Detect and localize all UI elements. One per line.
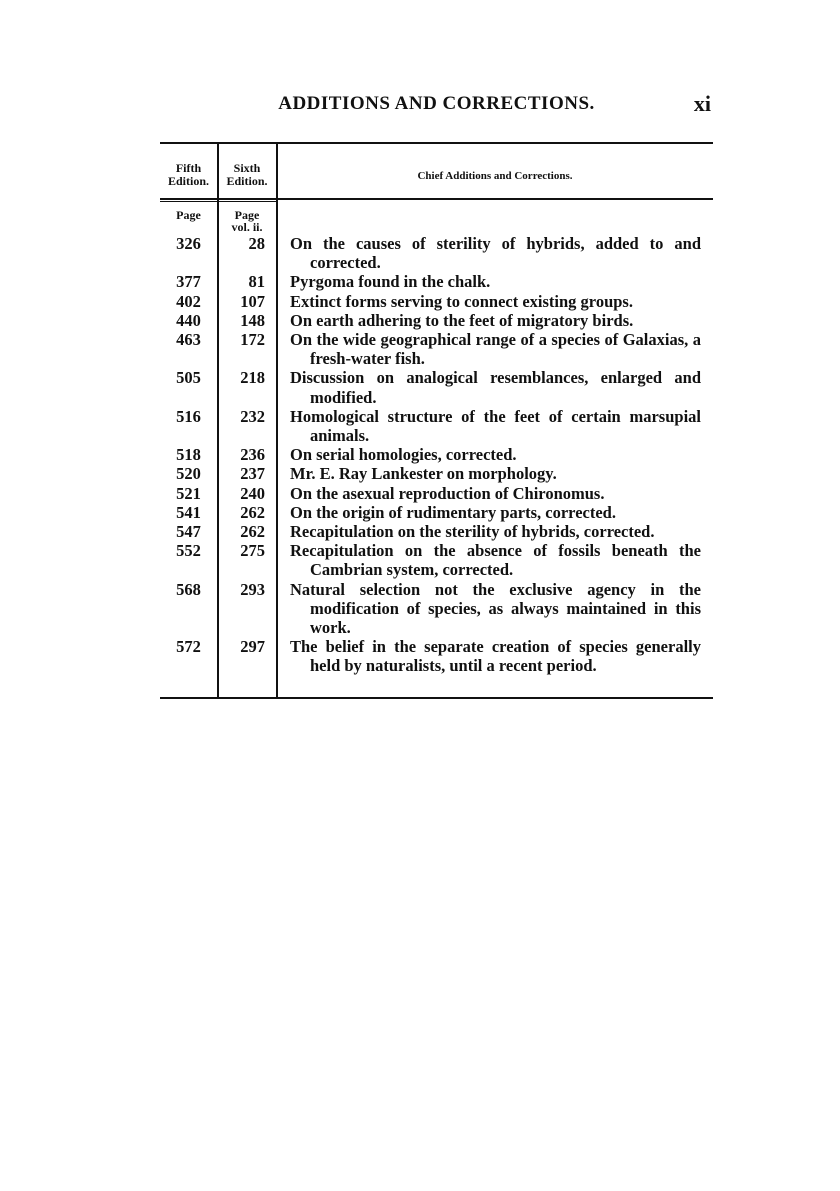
table-row	[160, 484, 720, 503]
correction-description: On the asexual reproduction of Chironomus.	[290, 483, 605, 503]
fifth-edition-page: 440	[176, 310, 201, 330]
col-sub-rule-2	[218, 201, 276, 202]
fifth-edition-page: 552	[176, 541, 201, 561]
table-row	[160, 311, 720, 330]
sixth-volume-subheader: vol. ii.	[231, 220, 263, 234]
fifth-edition-page: 402	[176, 291, 201, 311]
sixth-edition-page: 107	[240, 291, 265, 311]
correction-description: On earth adhering to the feet of migratory birds.	[290, 310, 634, 330]
correction-description: Pyrgoma found in the chalk.	[290, 272, 491, 292]
fifth-edition-page: 518	[176, 445, 201, 465]
fifth-edition-page: 521	[176, 483, 201, 503]
sixth-edition-page: 262	[240, 522, 265, 542]
sixth-edition-header: Sixth Edition.	[226, 161, 268, 188]
correction-description: Natural selection not the exclusive agency in the modification of species, as always maintained in this work.	[290, 579, 701, 638]
table-row	[160, 407, 720, 445]
table-row	[160, 522, 720, 541]
table-row	[160, 445, 720, 464]
sixth-edition-page: 297	[240, 637, 265, 657]
table-bottom-rule	[160, 697, 713, 699]
fifth-edition-page: 377	[176, 272, 201, 292]
sixth-edition-page: 240	[240, 483, 265, 503]
sixth-page-subheader: Page	[234, 208, 260, 222]
correction-description: On the origin of rudimentary parts, corrected.	[290, 502, 616, 522]
correction-description: The belief in the separate creation of species generally held by naturalists, until a recent period.	[290, 637, 701, 676]
sixth-edition-page: 275	[240, 541, 265, 561]
fifth-edition-page: 463	[176, 330, 201, 350]
table-row	[160, 234, 720, 272]
table-row	[160, 541, 720, 579]
correction-description: Homological structure of the feet of certain marsupial animals.	[290, 406, 701, 446]
table-row	[160, 330, 720, 368]
running-head	[160, 93, 713, 123]
correction-description: On the wide geographical range of a species of Galaxias, a fresh-water fish.	[290, 330, 701, 369]
correction-description: On serial homologies, corrected.	[290, 445, 517, 465]
sixth-edition-page: 262	[240, 502, 265, 522]
sixth-edition-page: 28	[248, 234, 265, 253]
fifth-page-subheader: Page	[176, 208, 201, 222]
fifth-edition-page: 541	[176, 502, 201, 522]
table-row	[160, 637, 720, 675]
table-row	[160, 272, 720, 291]
correction-description: On the causes of sterility of hybrids, added to and corrected.	[290, 234, 701, 273]
correction-description: Discussion on analogical resemblances, enlarged and modified.	[290, 368, 701, 407]
sixth-edition-page: 148	[240, 310, 265, 330]
sixth-edition-page: 236	[240, 445, 265, 465]
correction-description: Extinct forms serving to connect existing groups.	[290, 291, 633, 311]
fifth-edition-page: 505	[176, 368, 201, 388]
table-row	[160, 580, 720, 638]
table-row	[160, 464, 720, 483]
sixth-edition-page: 237	[240, 464, 265, 484]
sixth-edition-page: 172	[240, 330, 265, 350]
fifth-edition-page: 520	[176, 464, 201, 484]
fifth-edition-page: 326	[176, 234, 201, 253]
fifth-edition-page: 572	[176, 637, 201, 657]
sixth-edition-page: 232	[240, 406, 265, 426]
page-title: ADDITIONS AND CORRECTIONS.	[278, 93, 595, 114]
correction-description: Recapitulation on the sterility of hybrids, corrected.	[290, 522, 655, 542]
header-bottom-rule	[160, 198, 713, 200]
sixth-edition-page: 218	[240, 368, 265, 388]
correction-description: Mr. E. Ray Lankester on morphology.	[290, 464, 557, 484]
correction-description: Recapitulation on the absence of fossils beneath the Cambrian system, corrected.	[290, 541, 701, 580]
fifth-edition-page: 568	[176, 579, 201, 599]
table-row	[160, 368, 720, 406]
table-row	[160, 503, 720, 522]
col-sub-rule-1	[160, 201, 217, 202]
page-number: xi	[693, 91, 711, 116]
fifth-edition-header: Fifth Edition.	[167, 161, 209, 188]
corrections-table-body	[160, 234, 720, 676]
fifth-edition-page: 547	[176, 522, 201, 542]
sixth-edition-page: 81	[248, 272, 265, 292]
fifth-edition-page: 516	[176, 406, 201, 426]
table-top-rule	[160, 142, 713, 144]
table-row	[160, 292, 720, 311]
chief-additions-header: Chief Additions and Corrections.	[417, 170, 573, 182]
sixth-edition-page: 293	[240, 579, 265, 599]
